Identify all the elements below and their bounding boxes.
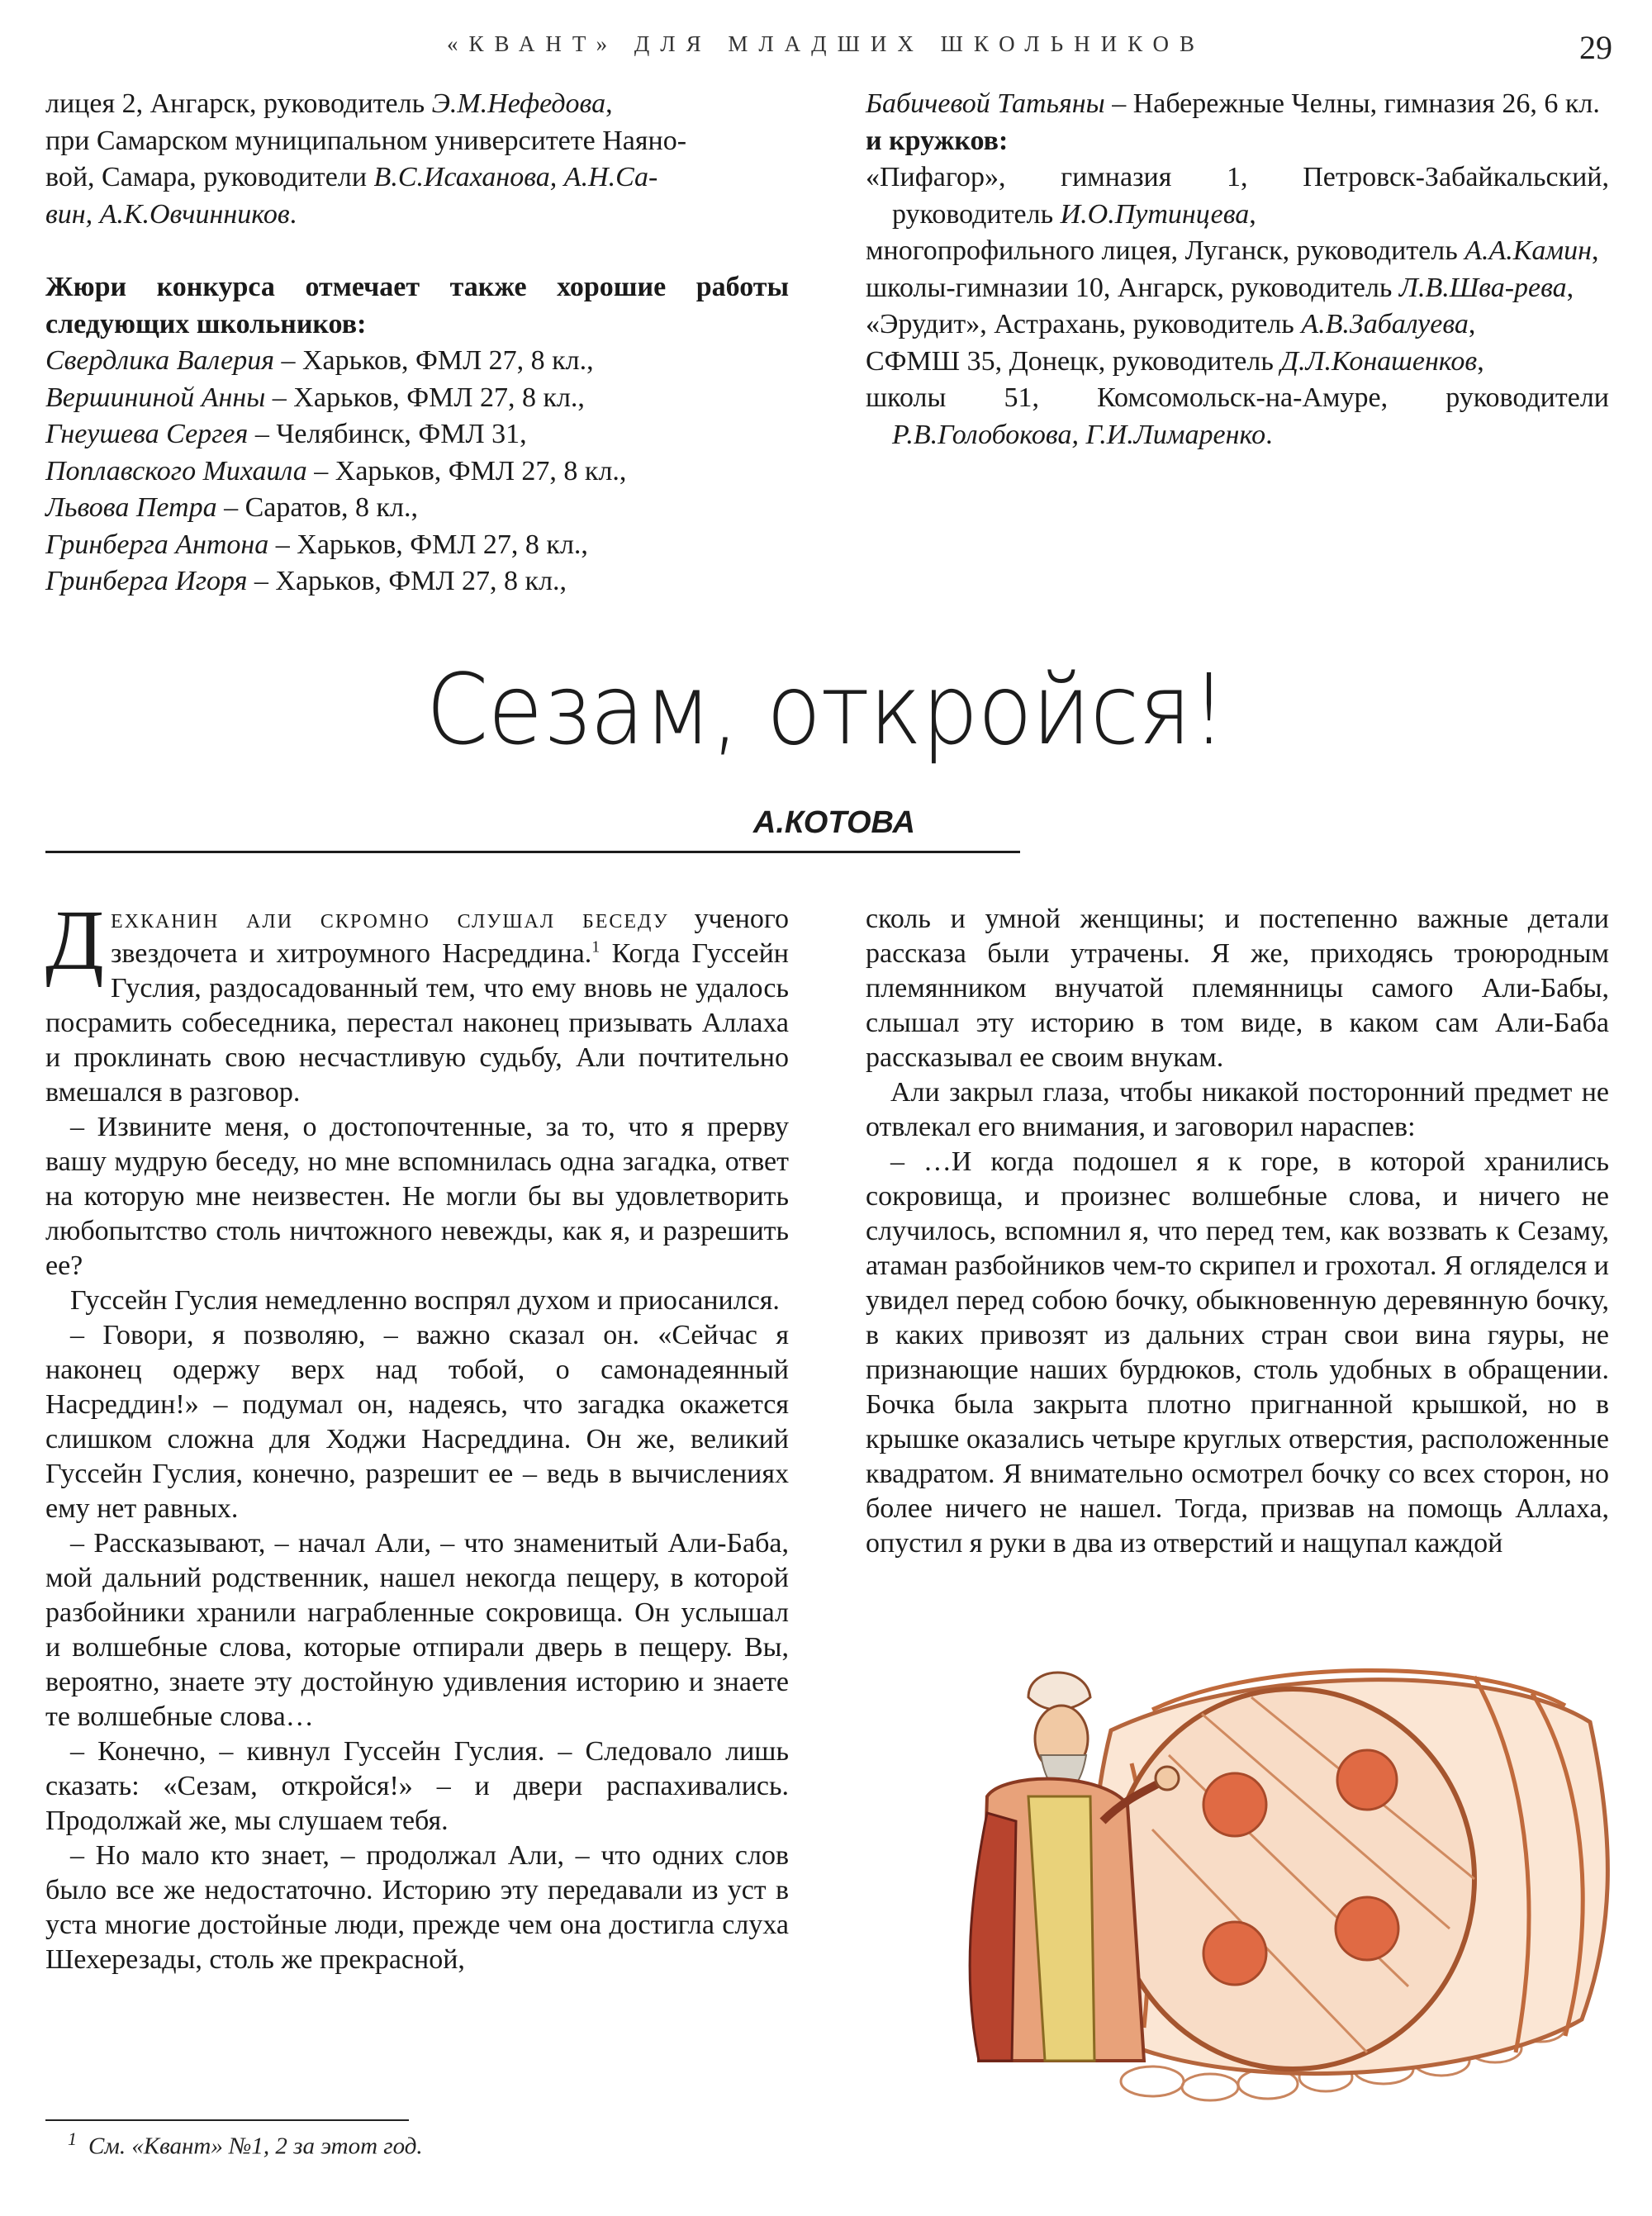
student-info: – Харьков, ФМЛ 27, 8 кл., [274,345,594,376]
student-name: Бабичевой Татьяны [866,88,1105,119]
paragraph: – Рассказывают, – начал Али, – что знаменитый Али-Баба, мой дальний родственник, нашел некогда пещеру, в которой разбойники хранили награбленные сокровища. Он услышал и волшебные слова, которые отпирали дверь в пещеру. Вы, вероятно, знаете эту достойную удивления историю и знаете те волшебные слова… [45,1528,789,1732]
paragraph: – Говори, я позволяю, – важно сказал он. «Сейчас я наконец одержу верх над тобой, о самонадеянный Насреддин!» – подумал он, надеясь, что загадка окажется слишком сложна для Ходжи Насреддина. Он же, великий Гуссейн Гуслия, конечно, разрешит ее – ведь в вычислениях ему нет равных. [45,1320,789,1524]
student-name: Гнеушева Сергея [45,419,249,449]
footnote-ref: 1 [591,937,601,956]
circle-entry [866,159,1609,233]
leader-name: И.О.Путинцева [1060,198,1250,230]
punct: , [1249,198,1256,230]
article-title: Сезам, откройся! [425,652,1227,766]
leader-name: вин, А.К.Овчинников [45,198,290,230]
body-left-column [45,893,790,1977]
student-list [45,343,789,600]
footnote [68,2128,423,2161]
punct: , [1591,235,1599,266]
punct: . [289,198,297,230]
student-info: – Харьков, ФМЛ 27, 8 кл., [268,529,588,560]
entry-text: лицея 2, Ангарск, руководитель [45,88,432,119]
student-name: Гринберга Антона [45,529,269,560]
page-number: 29 [1579,29,1612,66]
entry-text: вой, Самара, руководители [45,162,374,192]
leader-name: Л.В.Шва-рева [1398,272,1567,303]
student-entry [45,453,789,491]
entry-text: «Эрудит», Астрахань, руководитель [866,309,1302,339]
entry-text: школы 51, Комсомольск-на-Амуре, руководители [866,382,1609,413]
body-right-column [866,902,1609,1561]
student-name: Вершининой Анны [45,382,266,413]
entry-text: школы-гимназии 10, Ангарск, руководитель [866,272,1399,303]
leader-name: Э.М.Нефедова [431,88,606,119]
punct: , [605,88,613,119]
circle-entry [866,270,1609,307]
student-info: – Харьков, ФМЛ 27, 8 кл., [306,455,627,486]
paragraph: – Но мало кто знает, – продолжал Али, – что одних слов было все же недостаточно. Историю эту передавали из уст в уста многие достойные люди, прежде чем она достигла слуха Шехерезады, столь же прекрасной, [45,1840,789,1975]
drop-cap: Д [45,893,104,988]
student-entry [45,343,789,380]
circle-entry [866,306,1609,344]
student-info: – Саратов, 8 кл., [216,492,419,523]
circle-entry [866,233,1609,270]
student-name: Поплавского Михаила [45,455,307,486]
leader-name: Р.В.Голобокова, Г.И.Лимаренко [892,419,1266,450]
student-entry [45,527,789,564]
student-entry [45,380,789,417]
student-name: Свердлика Валерия [45,345,274,376]
paragraph-text: ученого звездочета и хитроумного Насреддина. [110,904,790,969]
footnote-text: См. «Квант» №1, 2 за этот год. [88,2133,423,2160]
author-rule [45,851,1020,853]
student-name: Гринберга Игоря [45,566,248,596]
entry-line: при Самарском муниципальном университете Наяно- [45,125,687,156]
leader-name: А.А.Камин [1464,235,1592,266]
article-author: А.КОТОВА [752,805,915,840]
footnote-mark: 1 [68,2128,77,2149]
entry-line [45,159,789,197]
student-info: – Харьков, ФМЛ 27, 8 кл., [247,566,567,596]
lead-caps: ехканин али скромно слушал беседу [110,904,669,934]
circle-entry [866,344,1609,381]
entry-text: СФМШ 35, Донецк, руководитель [866,345,1281,377]
student-info: – Набережные Челны, гимназия 26, 6 кл. [1104,88,1600,119]
circle-entry [866,380,1609,453]
leader-name: Д.Л.Конашенков [1280,345,1478,377]
footnote-rule [45,2119,409,2121]
paragraph: сколь и умной женщины; и постепенно важные детали рассказа были утрачены. Я же, приходясь троюродным племянником внучатой племянницы самого Али-Бабы, слышал эту историю в том виде, в каком сам Али-Баба рассказывал ее своим внукам. [866,904,1609,1073]
top-left-column [45,86,789,600]
entry-text: «Пифагор», гимназия 1, Петровск-Забайкальский, руководитель [866,162,1609,230]
paragraph: – …И когда подошел я к горе, в которой хранились сокровища, и произнес волшебные слова, и ничего не случилось, вспомнил я, что перед тем, как воззвать к Сезаму, атаман разбойников чем-то скрипел и грохотал. Я огляделся и увидел перед собою бочку, обыкновенную деревянную бочку, в каких привозят из дальних стран свои вина гяуры, не признающие наших бурдюков, столь удобных в обращении. Бочка была закрыта плотно пригнанной крышкой, но в крышке оказались четыре круглых отверстия, расположенные квадратом. Я внимательно осмотрел бочку со всех сторон, но более ничего не нашел. Тогда, призвав на помощь Аллаха, опустил я руки в два из отверстий и нащупал каждой [866,1146,1609,1559]
punct: . [1265,419,1273,450]
paragraph: Али закрыл глаза, чтобы никакой посторонний предмет не отвлекал его внимания, и заговорил нараспев: [866,1077,1609,1142]
punct: , [1477,345,1484,377]
entry-line [45,86,789,123]
student-entry [866,86,1609,123]
punct: , [1468,309,1476,339]
student-entry [45,490,789,527]
circles-heading: и кружков: [866,125,1009,156]
entry-line [45,197,789,234]
punct: , [1566,272,1574,303]
student-info: – Харьков, ФМЛ 27, 8 кл., [265,382,585,413]
student-entry [45,416,789,453]
lead-paragraph [45,893,790,1110]
student-entry [45,563,789,600]
paragraph-text: Когда Гуссейн Гуслия, раздосадованный тем, что ему вновь не удалось посрамить собеседника, перестал наконец призывать Аллаха и проклинать свою несчастливую судьбу, Али почтительно вмешался в разговор. [45,938,789,1108]
paragraph: Гуссейн Гуслия немедленно воспрял духом и приосанился. [70,1285,780,1316]
jury-heading: Жюри конкурса отмечает также хорошие работы следующих школьников: [45,272,789,339]
running-header: «КВАНТ» ДЛЯ МЛАДШИХ ШКОЛЬНИКОВ [447,31,1205,56]
barrel-illustration [904,1631,1623,2110]
paragraph: – Конечно, – кивнул Гуссейн Гуслия. – Следовало лишь сказать: «Сезам, откройся!» – и двери распахивались. Продолжай же, мы слушаем тебя. [45,1736,789,1836]
barrel-drawing [1094,1671,1608,2074]
top-right-column [866,86,1609,453]
leader-name: А.В.Забалуева [1301,309,1469,339]
student-name: Львова Петра [45,492,217,523]
paragraph: – Извините меня, о достопочтенные, за то, что я прерву вашу мудрую беседу, но мне вспомнилась одна загадка, ответ на которую мне неизвестен. Не могли бы вы удовлетворить любопытство столь ничтожного невежды, как я, и разрешить ее? [45,1112,789,1281]
entry-text: многопрофильного лицея, Луганск, руководитель [866,235,1465,266]
student-info: – Челябинск, ФМЛ 31, [248,419,527,449]
leader-name: В.С.Исаханова, А.Н.Са- [373,162,658,192]
